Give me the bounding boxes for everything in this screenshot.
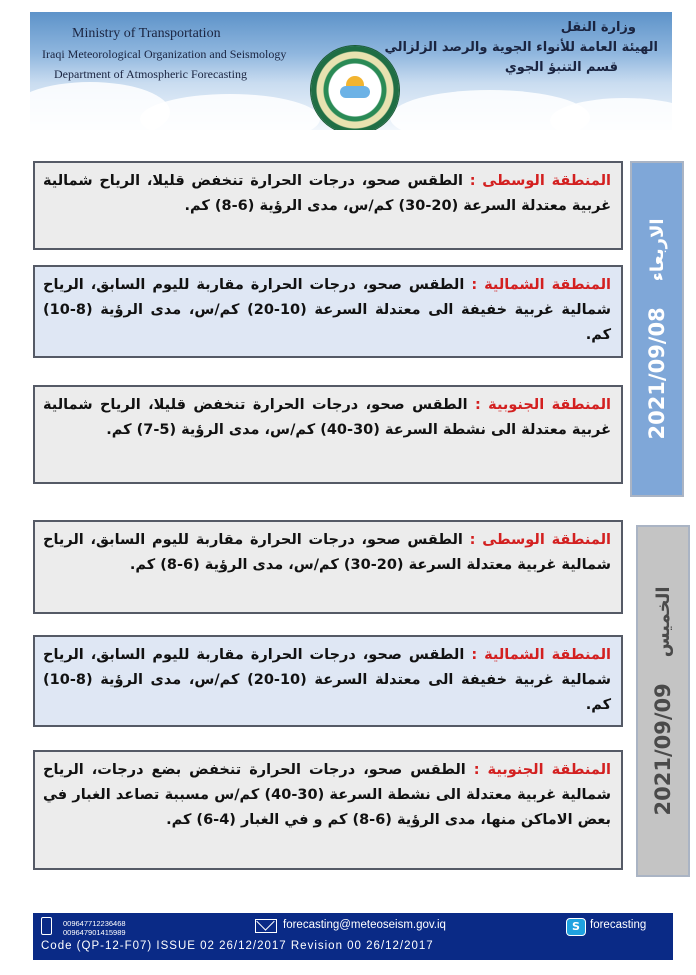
region-label: المنطقة الجنوبية : (473, 762, 611, 778)
forecast-text: الطقس صحو، درجات الحرارة تنخفض بضع درجات، الرياح شمالية غربية معتدلة الى نشطة السرعة (30-40) كم/س مسببة تصاعد الغبار في بعض الاماكن منها، مدى الرؤية (6-8) كم و في الغبار (4-6) كم. (43, 762, 611, 828)
forecast-text: الطقس صحو، درجات الحرارة تنخفض قليلا، الرياح شمالية غربية معتدلة السرعة (20-30) كم/س، مدى الرؤية (6-8) كم. (43, 173, 611, 214)
organization-name-en: Iraqi Meteorological Organization and Seismology (42, 47, 287, 61)
weather-logo-icon (338, 74, 372, 104)
skype-icon: S (566, 918, 586, 936)
region-label: المنطقة الشمالية : (471, 277, 612, 293)
envelope-icon (255, 919, 277, 933)
region-label: المنطقة الشمالية : (471, 647, 612, 663)
forecast-box-north-day1 (33, 265, 623, 358)
ministry-name-en: Ministry of Transportation (72, 26, 221, 41)
forecast-box-central-day2 (33, 520, 623, 614)
phone-number: 009647712236468 (63, 919, 126, 928)
day-weekday: الخميس (652, 586, 674, 658)
forecast-box-north-day2 (33, 635, 623, 727)
ministry-name-ar: وزارة النقل (560, 20, 636, 35)
day-weekday: الاربعاء (646, 218, 668, 282)
header-banner (30, 12, 672, 130)
department-name-en: Department of Atmospheric Forecasting (54, 67, 247, 81)
phone-number: 009647901415989 (63, 928, 126, 937)
organization-name-ar: الهيئة العامة للأنواء الجوية والرصد الزلزالي (384, 40, 658, 55)
day-strip-thursday (636, 525, 690, 877)
forecast-box-central-day1 (33, 161, 623, 250)
document-code: Code (QP-12-F07) ISSUE 02 26/12/2017 Revision 00 26/12/2017 (41, 940, 434, 952)
email-link[interactable]: forecasting@meteoseism.gov.iq (283, 919, 446, 931)
skype-handle[interactable]: forecasting (590, 919, 647, 931)
day-date: 2021/09/09 (651, 683, 675, 816)
forecast-text: الطقس صحو، درجات الحرارة مقاربة لليوم السابق، الرياح شمالية غربية معتدلة السرعة (20-30) كم/س، مدى الرؤية (6-8) كم. (43, 532, 611, 573)
forecast-text: الطقس صحو، درجات الحرارة تنخفض قليلا، الرياح شمالية غربية معتدلة الى نشطة السرعة (30-40) كم/س، مدى الرؤية (5-7) كم. (43, 397, 611, 438)
region-label: المنطقة الوسطى : (469, 173, 611, 189)
forecast-box-south-day1 (33, 385, 623, 484)
day-date: 2021/09/08 (645, 307, 669, 440)
department-name-ar: قسم التنبؤ الجوي (504, 60, 618, 75)
phone-icon (41, 917, 52, 935)
region-label: المنطقة الجنوبية : (474, 397, 611, 413)
region-label: المنطقة الوسطى : (469, 532, 611, 548)
forecast-text: الطقس صحو، درجات الحرارة مقاربة لليوم السابق، الرياح شمالية غربية خفيفة الى معتدلة السرعة (10-20) كم/س، مدى الرؤية (8-10) كم. (43, 647, 611, 713)
forecast-box-south-day2 (33, 750, 623, 870)
footer-bar (33, 913, 673, 960)
day-strip-wednesday (630, 161, 684, 497)
forecast-text: الطقس صحو، درجات الحرارة مقاربة لليوم السابق، الرياح شمالية غربية خفيفة الى معتدلة السرعة (10-20) كم/س، مدى الرؤية (8-10) كم. (43, 277, 611, 343)
header-arabic-text (384, 18, 658, 78)
phone-numbers (63, 919, 126, 937)
header-english-text (42, 24, 286, 84)
